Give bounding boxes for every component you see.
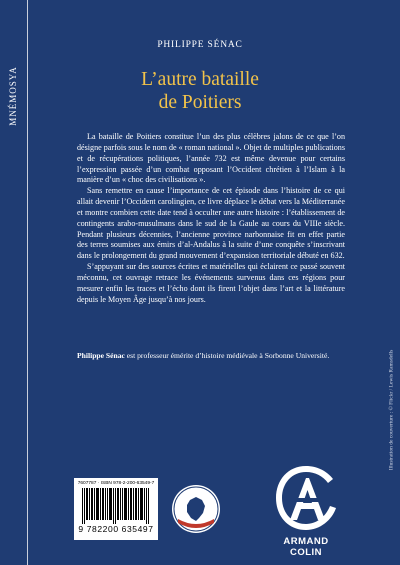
barcode-isbn-label: 7607787 · ISBN 978-2-200-63549-7 xyxy=(77,481,155,486)
cover-credit: Illustration de couverture : © Flickr / Lewis Ramsdells xyxy=(388,349,395,471)
armand-colin-logo xyxy=(270,462,342,534)
barcode xyxy=(74,478,158,540)
bio-author-name: Philippe Sénac xyxy=(77,351,125,360)
bio-text: est professeur émérite d’histoire médiévale à Sorbonne Université. xyxy=(124,351,330,360)
title-line-2: de Poitiers xyxy=(158,92,242,113)
back-cover-summary xyxy=(77,132,345,306)
printed-in-france-badge xyxy=(172,485,220,533)
author-bio xyxy=(77,351,345,361)
printed-in-france-icon xyxy=(172,485,220,533)
summary-paragraph-3: S’appuyant sur des sources écrites et matérielles qui éclairent ce passé souvent méconnu, cet ouvrage retrace les événements survenus dans ces régions pour mesurer enfin les traces et l’écho dont ils firent l’objet dans l’art et la littérature depuis le Moyen Âge jusqu’à nos jours. xyxy=(77,262,345,304)
book-title xyxy=(0,68,400,114)
barcode-bars xyxy=(80,488,152,524)
title-line-1: L’autre bataille xyxy=(141,69,259,90)
author-name: PHILIPPE SÉNAC xyxy=(157,40,243,50)
barcode-number: 9 782200 635497 xyxy=(78,524,154,534)
series-label: MNÉMOSYA xyxy=(8,66,19,126)
publisher-name: ARMAND COLIN xyxy=(283,536,329,558)
summary-paragraph-1: La bataille de Poitiers constitue l’un des plus célèbres jalons de ce que l’on désigne parfois sous le nom de « roman national ». Objet de multiples publications et de récupérations politiques, l’année 732 est même devenue pour certains l’expression passée d’un combat opposant l’Occident chrétien à l’Islam à la manière d’un « choc des civilisations ». xyxy=(77,132,345,185)
summary-paragraph-2: Sans remettre en cause l’importance de cet épisode dans l’histoire de ce qui allait devenir l’Occident carolingien, ce livre déplace le débat vers la Méditerranée et montre combien cette date tend à occulter une autre histoire : l’établissement de contingents arabo-musulmans dans le sud de la Gaule au cours du VIIIe siècle. Pendant plusieurs décennies, l’ancienne province narbonnaise fit en effet partie des terres soumises aux émirs d’al-Andalus à la suite d’une conquête s’inscrivant dans le prolongement du grand mouvement d’expansion territoriale débuté en 632. xyxy=(77,186,345,261)
